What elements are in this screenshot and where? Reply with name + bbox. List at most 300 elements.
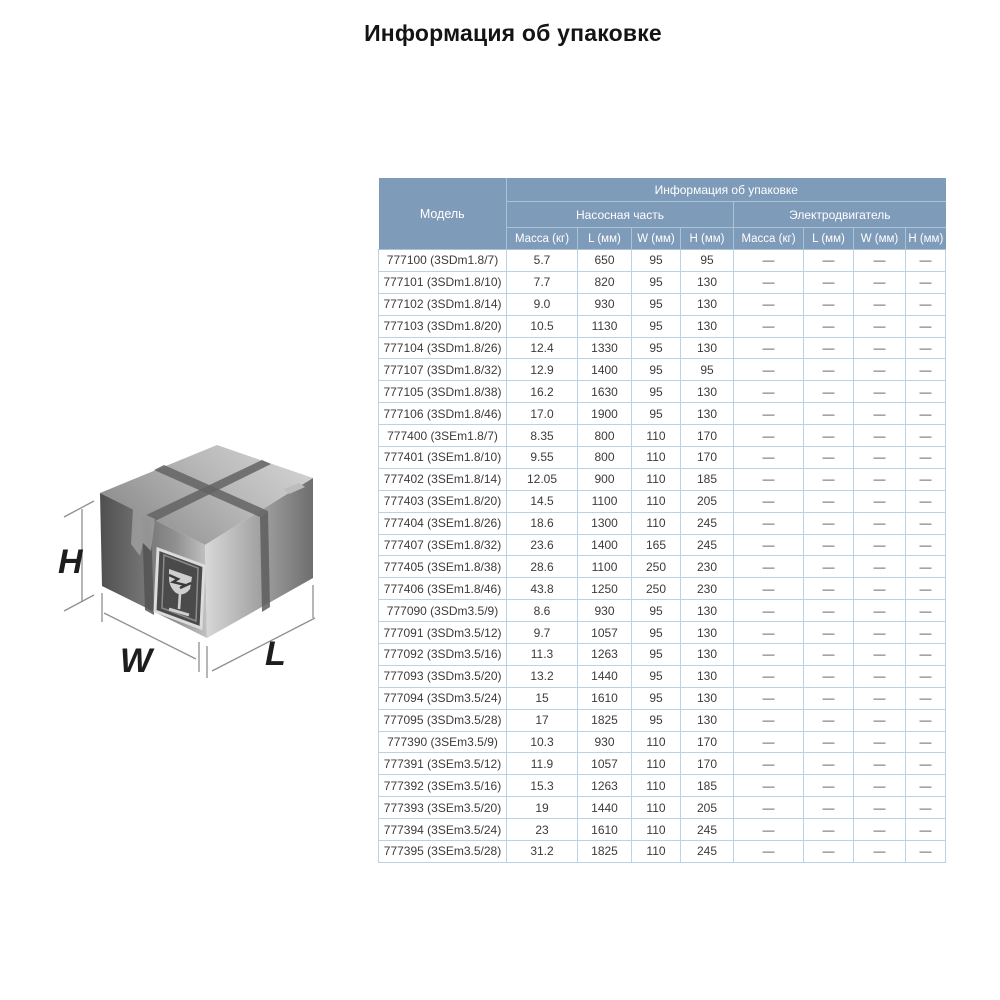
- table-row: [379, 512, 946, 534]
- value-cell: —: [734, 731, 804, 753]
- dimension-label-w: W: [120, 642, 153, 680]
- value-cell: 110: [632, 468, 681, 490]
- value-cell: —: [906, 403, 946, 425]
- value-cell: —: [854, 797, 906, 819]
- table-row: [379, 819, 946, 841]
- table-body: [379, 250, 946, 863]
- value-cell: —: [854, 381, 906, 403]
- table-row: [379, 315, 946, 337]
- value-cell: —: [734, 687, 804, 709]
- column-header-motor-h: H (мм): [906, 228, 946, 250]
- value-cell: 170: [681, 731, 734, 753]
- value-cell: 9.0: [507, 293, 578, 315]
- table-row: [379, 293, 946, 315]
- value-cell: 110: [632, 731, 681, 753]
- value-cell: —: [804, 425, 854, 447]
- value-cell: —: [854, 622, 906, 644]
- value-cell: 930: [578, 600, 632, 622]
- value-cell: 28.6: [507, 556, 578, 578]
- value-cell: 95: [632, 709, 681, 731]
- value-cell: 245: [681, 512, 734, 534]
- model-cell: 777094 (3SDm3.5/24): [379, 687, 507, 709]
- value-cell: 1440: [578, 665, 632, 687]
- value-cell: 130: [681, 687, 734, 709]
- value-cell: —: [804, 644, 854, 666]
- value-cell: 31.2: [507, 841, 578, 863]
- model-cell: 777406 (3SEm1.8/46): [379, 578, 507, 600]
- value-cell: —: [906, 578, 946, 600]
- model-cell: 777105 (3SDm1.8/38): [379, 381, 507, 403]
- value-cell: —: [734, 775, 804, 797]
- model-cell: 777101 (3SDm1.8/10): [379, 271, 507, 293]
- table-row: [379, 841, 946, 863]
- value-cell: —: [854, 293, 906, 315]
- value-cell: —: [804, 512, 854, 534]
- value-cell: —: [854, 731, 906, 753]
- value-cell: —: [804, 665, 854, 687]
- value-cell: 14.5: [507, 490, 578, 512]
- column-header-motor-mass: Масса (кг): [734, 228, 804, 250]
- value-cell: —: [734, 337, 804, 359]
- motor-group-header: Электродвигатель: [734, 202, 946, 228]
- model-cell: 777104 (3SDm1.8/26): [379, 337, 507, 359]
- model-cell: 777103 (3SDm1.8/20): [379, 315, 507, 337]
- table-group-header: Информация об упаковке: [507, 178, 946, 202]
- value-cell: 11.3: [507, 644, 578, 666]
- table-row: [379, 709, 946, 731]
- value-cell: 1630: [578, 381, 632, 403]
- value-cell: 16.2: [507, 381, 578, 403]
- value-cell: —: [734, 425, 804, 447]
- model-cell: 777394 (3SEm3.5/24): [379, 819, 507, 841]
- value-cell: —: [734, 819, 804, 841]
- value-cell: 23.6: [507, 534, 578, 556]
- model-cell: 777093 (3SDm3.5/20): [379, 665, 507, 687]
- value-cell: —: [804, 359, 854, 381]
- value-cell: 1130: [578, 315, 632, 337]
- table-row: [379, 753, 946, 775]
- value-cell: 130: [681, 293, 734, 315]
- value-cell: —: [804, 622, 854, 644]
- value-cell: 15: [507, 687, 578, 709]
- value-cell: 245: [681, 534, 734, 556]
- value-cell: 1300: [578, 512, 632, 534]
- table-row: [379, 250, 946, 272]
- value-cell: 130: [681, 315, 734, 337]
- package-box-icon: [55, 423, 347, 715]
- value-cell: —: [734, 490, 804, 512]
- value-cell: —: [906, 447, 946, 469]
- value-cell: —: [734, 622, 804, 644]
- model-cell: 777090 (3SDm3.5/9): [379, 600, 507, 622]
- dimension-label-h: H: [58, 543, 83, 581]
- column-header-pump-h: H (мм): [681, 228, 734, 250]
- table-row: [379, 447, 946, 469]
- value-cell: 130: [681, 709, 734, 731]
- value-cell: —: [734, 534, 804, 556]
- value-cell: 650: [578, 250, 632, 272]
- value-cell: 95: [632, 622, 681, 644]
- table-row: [379, 468, 946, 490]
- value-cell: —: [854, 753, 906, 775]
- column-header-motor-w: W (мм): [854, 228, 906, 250]
- table-row: [379, 578, 946, 600]
- value-cell: 95: [632, 271, 681, 293]
- value-cell: —: [854, 556, 906, 578]
- value-cell: 110: [632, 753, 681, 775]
- value-cell: —: [854, 709, 906, 731]
- value-cell: 245: [681, 819, 734, 841]
- value-cell: 230: [681, 578, 734, 600]
- value-cell: 1900: [578, 403, 632, 425]
- value-cell: 95: [632, 600, 681, 622]
- value-cell: 8.35: [507, 425, 578, 447]
- value-cell: 130: [681, 337, 734, 359]
- value-cell: 130: [681, 381, 734, 403]
- value-cell: 17.0: [507, 403, 578, 425]
- value-cell: 110: [632, 797, 681, 819]
- value-cell: —: [734, 512, 804, 534]
- value-cell: —: [906, 731, 946, 753]
- value-cell: —: [906, 797, 946, 819]
- value-cell: —: [906, 512, 946, 534]
- value-cell: —: [734, 665, 804, 687]
- value-cell: 820: [578, 271, 632, 293]
- value-cell: 7.7: [507, 271, 578, 293]
- packaging-info-table: [378, 178, 946, 863]
- value-cell: 1440: [578, 797, 632, 819]
- model-cell: 777400 (3SEm1.8/7): [379, 425, 507, 447]
- value-cell: 930: [578, 731, 632, 753]
- model-cell: 777091 (3SDm3.5/12): [379, 622, 507, 644]
- value-cell: —: [804, 775, 854, 797]
- value-cell: 1100: [578, 556, 632, 578]
- value-cell: —: [734, 644, 804, 666]
- value-cell: —: [906, 753, 946, 775]
- value-cell: —: [854, 315, 906, 337]
- model-cell: 777404 (3SEm1.8/26): [379, 512, 507, 534]
- value-cell: —: [734, 841, 804, 863]
- value-cell: —: [854, 468, 906, 490]
- value-cell: 250: [632, 578, 681, 600]
- value-cell: —: [906, 622, 946, 644]
- value-cell: 110: [632, 775, 681, 797]
- value-cell: 11.9: [507, 753, 578, 775]
- model-cell: 777390 (3SEm3.5/9): [379, 731, 507, 753]
- value-cell: —: [906, 250, 946, 272]
- value-cell: 110: [632, 425, 681, 447]
- value-cell: 5.7: [507, 250, 578, 272]
- value-cell: —: [906, 359, 946, 381]
- value-cell: 110: [632, 447, 681, 469]
- value-cell: —: [734, 315, 804, 337]
- value-cell: 12.4: [507, 337, 578, 359]
- value-cell: 170: [681, 447, 734, 469]
- table-row: [379, 337, 946, 359]
- value-cell: 19: [507, 797, 578, 819]
- value-cell: —: [804, 534, 854, 556]
- table-row: [379, 622, 946, 644]
- model-cell: 777092 (3SDm3.5/16): [379, 644, 507, 666]
- column-header-pump-l: L (мм): [578, 228, 632, 250]
- value-cell: 17: [507, 709, 578, 731]
- value-cell: —: [854, 447, 906, 469]
- value-cell: 110: [632, 819, 681, 841]
- value-cell: —: [906, 665, 946, 687]
- value-cell: 170: [681, 753, 734, 775]
- value-cell: —: [906, 709, 946, 731]
- value-cell: 12.05: [507, 468, 578, 490]
- value-cell: 1400: [578, 359, 632, 381]
- value-cell: 205: [681, 797, 734, 819]
- value-cell: 43.8: [507, 578, 578, 600]
- value-cell: 110: [632, 841, 681, 863]
- value-cell: —: [906, 490, 946, 512]
- value-cell: 165: [632, 534, 681, 556]
- value-cell: —: [804, 337, 854, 359]
- value-cell: —: [734, 753, 804, 775]
- value-cell: —: [804, 315, 854, 337]
- value-cell: —: [804, 468, 854, 490]
- value-cell: —: [906, 556, 946, 578]
- value-cell: —: [804, 403, 854, 425]
- value-cell: 130: [681, 271, 734, 293]
- value-cell: —: [804, 753, 854, 775]
- value-cell: 1610: [578, 687, 632, 709]
- value-cell: 12.9: [507, 359, 578, 381]
- package-box-illustration: [55, 423, 347, 715]
- value-cell: —: [804, 731, 854, 753]
- value-cell: —: [734, 250, 804, 272]
- value-cell: —: [804, 819, 854, 841]
- value-cell: —: [854, 775, 906, 797]
- value-cell: —: [804, 381, 854, 403]
- table-row: [379, 271, 946, 293]
- table-row: [379, 425, 946, 447]
- column-header-pump-mass: Масса (кг): [507, 228, 578, 250]
- value-cell: —: [804, 600, 854, 622]
- value-cell: —: [804, 841, 854, 863]
- value-cell: —: [854, 250, 906, 272]
- value-cell: 13.2: [507, 665, 578, 687]
- value-cell: —: [804, 271, 854, 293]
- value-cell: 230: [681, 556, 734, 578]
- table-row: [379, 775, 946, 797]
- value-cell: —: [906, 841, 946, 863]
- value-cell: 23: [507, 819, 578, 841]
- model-cell: 777402 (3SEm1.8/14): [379, 468, 507, 490]
- model-cell: 777102 (3SDm1.8/14): [379, 293, 507, 315]
- value-cell: —: [854, 512, 906, 534]
- value-cell: 95: [632, 687, 681, 709]
- value-cell: —: [854, 403, 906, 425]
- value-cell: —: [906, 315, 946, 337]
- value-cell: 800: [578, 425, 632, 447]
- value-cell: 95: [632, 337, 681, 359]
- value-cell: 95: [681, 359, 734, 381]
- value-cell: 9.7: [507, 622, 578, 644]
- value-cell: 205: [681, 490, 734, 512]
- model-cell: 777391 (3SEm3.5/12): [379, 753, 507, 775]
- value-cell: —: [854, 644, 906, 666]
- value-cell: —: [804, 687, 854, 709]
- model-cell: 777395 (3SEm3.5/28): [379, 841, 507, 863]
- value-cell: 250: [632, 556, 681, 578]
- value-cell: —: [906, 687, 946, 709]
- value-cell: —: [734, 381, 804, 403]
- value-cell: 95: [681, 250, 734, 272]
- value-cell: 95: [632, 293, 681, 315]
- value-cell: —: [906, 534, 946, 556]
- value-cell: 245: [681, 841, 734, 863]
- value-cell: 95: [632, 644, 681, 666]
- value-cell: —: [804, 556, 854, 578]
- value-cell: —: [854, 600, 906, 622]
- value-cell: —: [734, 600, 804, 622]
- value-cell: —: [734, 359, 804, 381]
- value-cell: 1263: [578, 644, 632, 666]
- value-cell: —: [854, 271, 906, 293]
- model-cell: 777392 (3SEm3.5/16): [379, 775, 507, 797]
- value-cell: —: [804, 447, 854, 469]
- table-row: [379, 403, 946, 425]
- column-header-motor-l: L (мм): [804, 228, 854, 250]
- table-row: [379, 556, 946, 578]
- model-cell: 777403 (3SEm1.8/20): [379, 490, 507, 512]
- value-cell: 1250: [578, 578, 632, 600]
- value-cell: 8.6: [507, 600, 578, 622]
- table-row: [379, 731, 946, 753]
- model-cell: 777095 (3SDm3.5/28): [379, 709, 507, 731]
- value-cell: 930: [578, 293, 632, 315]
- value-cell: —: [906, 381, 946, 403]
- model-cell: 777407 (3SEm1.8/32): [379, 534, 507, 556]
- column-header-model: Модель: [379, 178, 507, 250]
- value-cell: —: [906, 775, 946, 797]
- value-cell: —: [854, 490, 906, 512]
- value-cell: 95: [632, 359, 681, 381]
- value-cell: 170: [681, 425, 734, 447]
- table-row: [379, 644, 946, 666]
- value-cell: —: [854, 425, 906, 447]
- value-cell: 185: [681, 468, 734, 490]
- value-cell: —: [906, 644, 946, 666]
- column-header-pump-w: W (мм): [632, 228, 681, 250]
- value-cell: —: [906, 425, 946, 447]
- value-cell: —: [854, 578, 906, 600]
- value-cell: —: [804, 293, 854, 315]
- value-cell: 1330: [578, 337, 632, 359]
- value-cell: —: [734, 797, 804, 819]
- value-cell: —: [804, 578, 854, 600]
- value-cell: 15.3: [507, 775, 578, 797]
- value-cell: 130: [681, 403, 734, 425]
- model-cell: 777107 (3SDm1.8/32): [379, 359, 507, 381]
- value-cell: 95: [632, 403, 681, 425]
- table-row: [379, 359, 946, 381]
- value-cell: 800: [578, 447, 632, 469]
- value-cell: —: [854, 819, 906, 841]
- value-cell: 1057: [578, 753, 632, 775]
- value-cell: —: [734, 447, 804, 469]
- value-cell: —: [906, 271, 946, 293]
- value-cell: —: [734, 556, 804, 578]
- model-cell: 777405 (3SEm1.8/38): [379, 556, 507, 578]
- value-cell: 18.6: [507, 512, 578, 534]
- value-cell: 1825: [578, 709, 632, 731]
- table-row: [379, 534, 946, 556]
- value-cell: 130: [681, 622, 734, 644]
- value-cell: 1263: [578, 775, 632, 797]
- value-cell: 95: [632, 381, 681, 403]
- value-cell: 9.55: [507, 447, 578, 469]
- value-cell: 95: [632, 665, 681, 687]
- value-cell: 1400: [578, 534, 632, 556]
- page-title: Информация об упаковке: [364, 20, 662, 46]
- table-row: [379, 381, 946, 403]
- table-row: [379, 665, 946, 687]
- value-cell: —: [906, 337, 946, 359]
- value-cell: 1100: [578, 490, 632, 512]
- value-cell: 185: [681, 775, 734, 797]
- value-cell: —: [734, 293, 804, 315]
- value-cell: 110: [632, 512, 681, 534]
- value-cell: 900: [578, 468, 632, 490]
- table-row: [379, 490, 946, 512]
- model-cell: 777106 (3SDm1.8/46): [379, 403, 507, 425]
- value-cell: 10.3: [507, 731, 578, 753]
- value-cell: —: [854, 687, 906, 709]
- value-cell: —: [804, 797, 854, 819]
- value-cell: 1610: [578, 819, 632, 841]
- value-cell: 130: [681, 644, 734, 666]
- value-cell: 1057: [578, 622, 632, 644]
- value-cell: —: [734, 578, 804, 600]
- value-cell: —: [906, 468, 946, 490]
- value-cell: —: [734, 468, 804, 490]
- packaging-table: [378, 178, 945, 863]
- value-cell: 130: [681, 600, 734, 622]
- value-cell: —: [734, 403, 804, 425]
- value-cell: —: [906, 819, 946, 841]
- value-cell: —: [906, 600, 946, 622]
- value-cell: 95: [632, 315, 681, 337]
- value-cell: 110: [632, 490, 681, 512]
- model-cell: 777393 (3SEm3.5/20): [379, 797, 507, 819]
- value-cell: 10.5: [507, 315, 578, 337]
- value-cell: —: [804, 490, 854, 512]
- value-cell: —: [854, 359, 906, 381]
- value-cell: —: [804, 250, 854, 272]
- value-cell: —: [854, 841, 906, 863]
- dimension-label-l: L: [265, 635, 286, 673]
- value-cell: —: [734, 709, 804, 731]
- value-cell: 95: [632, 250, 681, 272]
- value-cell: 130: [681, 665, 734, 687]
- pump-group-header: Насосная часть: [507, 202, 734, 228]
- value-cell: —: [854, 534, 906, 556]
- value-cell: —: [734, 271, 804, 293]
- model-cell: 777401 (3SEm1.8/10): [379, 447, 507, 469]
- table-row: [379, 600, 946, 622]
- model-cell: 777100 (3SDm1.8/7): [379, 250, 507, 272]
- table-row: [379, 797, 946, 819]
- value-cell: —: [804, 709, 854, 731]
- value-cell: —: [906, 293, 946, 315]
- value-cell: —: [854, 665, 906, 687]
- table-row: [379, 687, 946, 709]
- value-cell: —: [854, 337, 906, 359]
